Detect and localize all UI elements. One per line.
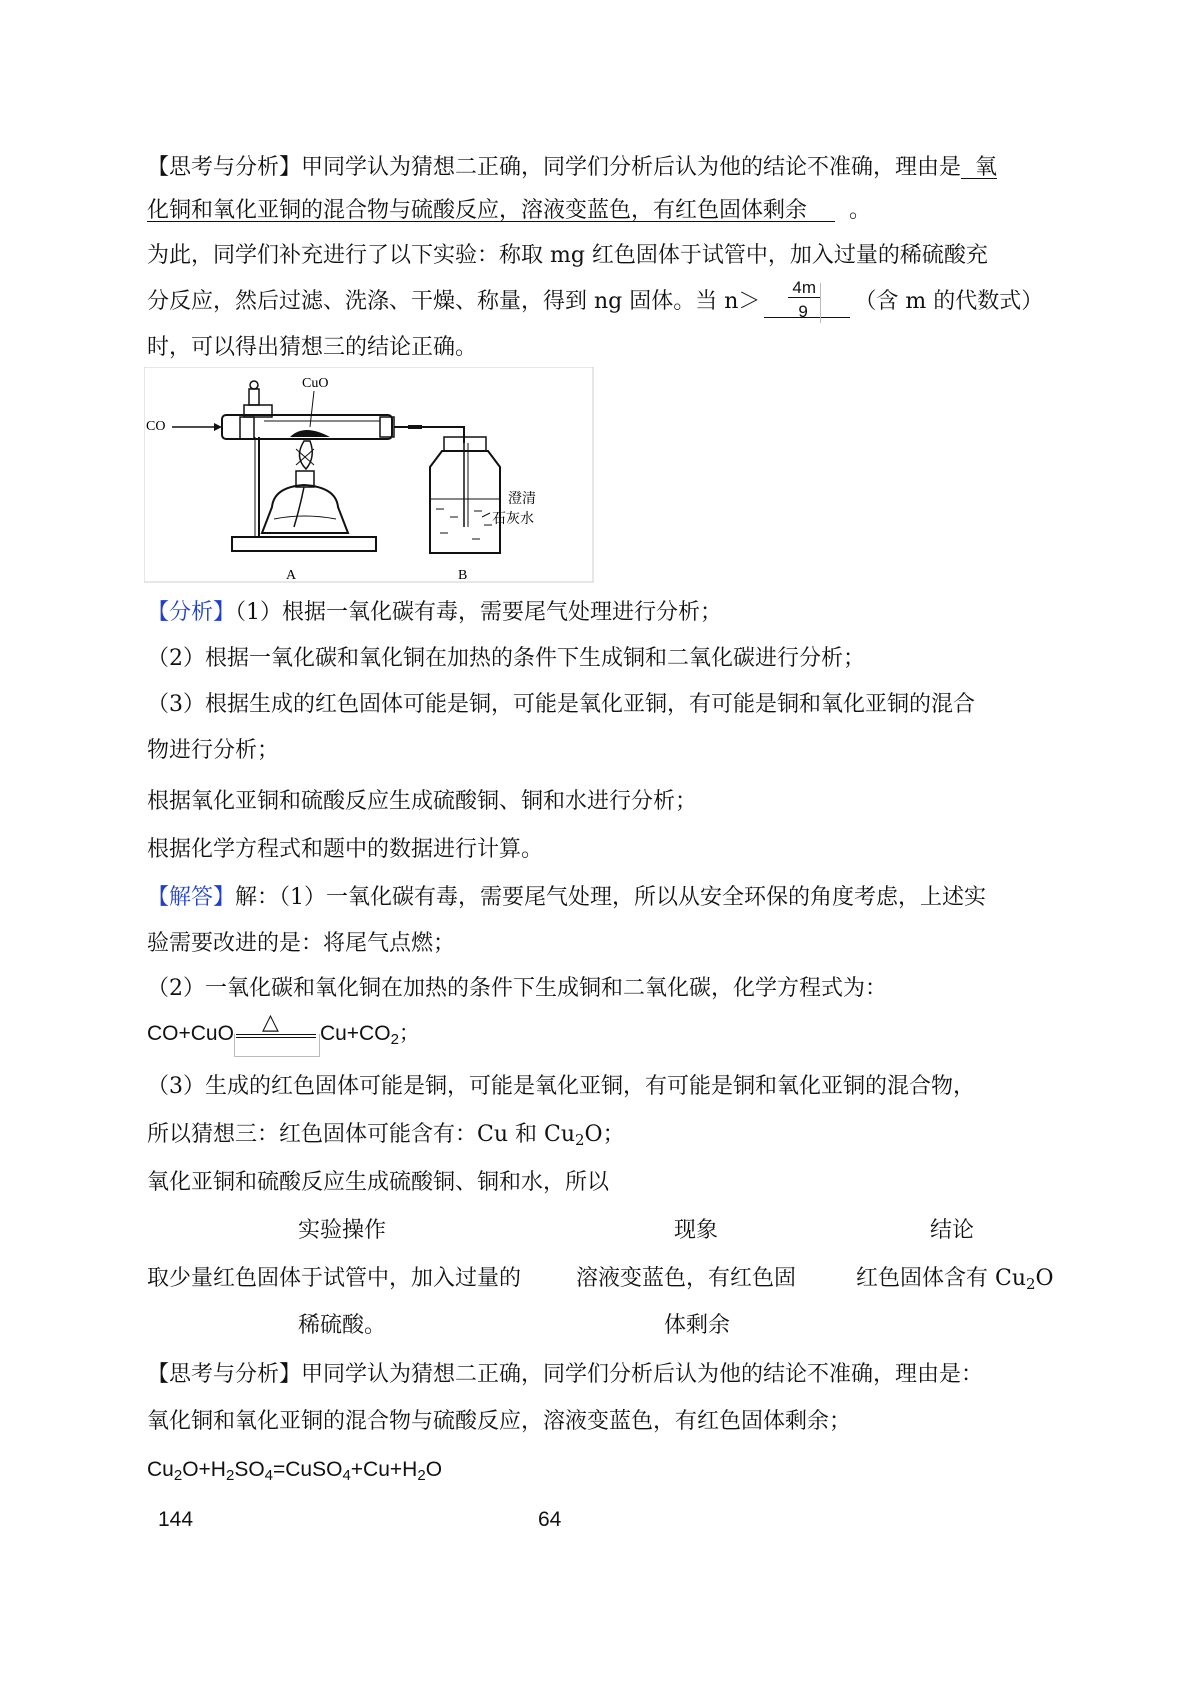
thinking-analysis-line-1 xyxy=(147,153,997,183)
solution-line-4: （3）生成的红色固体可能是铜，可能是氧化亚铜，有可能是铜和氧化亚铜的混合物， xyxy=(147,1074,975,1099)
equation-line xyxy=(147,1009,420,1049)
analysis-tag: 【分析】 xyxy=(147,600,236,625)
solution-line-6: 氧化亚铜和硫酸反应生成硫酸铜、铜和水，所以 xyxy=(147,1170,610,1195)
co-label: CO xyxy=(146,419,166,434)
equation-sign xyxy=(234,1009,320,1049)
apparatus-figure xyxy=(144,367,594,583)
solution-line-3: （2）一氧化碳和氧化铜在加热的条件下生成铜和二氧化碳，化学方程式为： xyxy=(147,976,887,1001)
fraction-denominator: 9 xyxy=(798,302,808,321)
solution-tag: 【解答】 xyxy=(147,885,236,910)
analysis-line-4: 物进行分析； xyxy=(147,738,280,763)
table-operation-line-1: 取少量红色固体于试管中，加入过量的 xyxy=(147,1266,522,1291)
analysis-line-3: （3）根据生成的红色固体可能是铜，可能是氧化亚铜，有可能是铜和氧化亚铜的混合 xyxy=(147,692,975,717)
thinking-analysis-repeat-1: 【思考与分析】甲同学认为猜想二正确，同学们分析后认为他的结论不准确，理由是： xyxy=(147,1362,984,1387)
mass-cu: 64 xyxy=(538,1508,562,1531)
label-a: A xyxy=(286,568,297,583)
label-b: B xyxy=(458,568,468,583)
fraction-answer xyxy=(764,278,850,321)
equation-left: CO+CuO xyxy=(147,1022,234,1045)
experiment-line-3: 时，可以得出猜想三的结论正确。 xyxy=(147,335,478,360)
solution-line-5 xyxy=(147,1120,625,1150)
table-conclusion: 红色固体含有 $Cu_2O$ xyxy=(856,1266,1054,1293)
table-phenomenon-line-2: 体剩余 xyxy=(664,1313,731,1338)
solution-text-1: 解：（1）一氧化碳有毒，需要尾气处理，所以从安全环保的角度考虑，上述实 xyxy=(235,885,987,910)
mass-cu2o: 144 xyxy=(158,1508,194,1531)
equation-subscript: 2 xyxy=(390,1031,399,1048)
experiment-line-2-note: （含 m 的代数式） xyxy=(854,289,1044,314)
table-phenomenon-line-1: 溶液变蓝色，有红色固 xyxy=(576,1266,797,1291)
analysis-line-6: 根据化学方程式和题中的数据进行计算。 xyxy=(147,837,544,862)
heat-triangle: △ xyxy=(261,1009,279,1034)
experiment-line-2 xyxy=(147,278,1044,321)
experiment-line-2-text: 分反应，然后过滤、洗涤、干燥、称量，得到 ng 固体。当 n＞ xyxy=(147,289,761,314)
answer-underline-start: 氧 xyxy=(961,155,998,180)
thinking-analysis-text: 【思考与分析】甲同学认为猜想二正确，同学们分析后认为他的结论不准确，理由是 xyxy=(147,155,962,180)
cuo-label: CuO xyxy=(302,376,329,391)
answer-underline-text: 化铜和氧化亚铜的混合物与硫酸反应，溶液变蓝色，有红色固体剩余 xyxy=(147,198,808,223)
fraction-numerator: 4m xyxy=(792,278,817,297)
thinking-analysis-line-2 xyxy=(147,196,871,226)
solution-line-5-end: O； xyxy=(584,1122,625,1147)
solution-line-1 xyxy=(147,883,986,913)
thinking-analysis-repeat-2: 氧化铜和氧化亚铜的混合物与硫酸反应，溶液变蓝色，有红色固体剩余； xyxy=(147,1409,852,1434)
reaction-equation: $Cu_2O+H_2SO_4=CuSO_4+Cu+H_2O$ xyxy=(147,1458,443,1484)
limewater-label-1: 澄清 xyxy=(508,492,536,507)
solution-line-2: 验需要改进的是：将尾气点燃； xyxy=(147,931,456,956)
table-header-conclusion: 结论 xyxy=(930,1218,975,1243)
analysis-line-1 xyxy=(147,598,722,628)
analysis-line-2: （2）根据一氧化碳和氧化铜在加热的条件下生成铜和二氧化碳进行分析； xyxy=(147,646,865,671)
analysis-line-5: 根据氧化亚铜和硫酸反应生成硫酸铜、铜和水进行分析； xyxy=(147,789,698,814)
answer-period: 。 xyxy=(849,198,872,223)
experiment-line-1: 为此，同学们补充进行了以下实验：称取 mg 红色固体于试管中，加入过量的稀硫酸充 xyxy=(147,243,988,268)
limewater-label-2: 石灰水 xyxy=(492,512,534,527)
equation-end: ； xyxy=(398,1022,420,1045)
table-header-operation: 实验操作 xyxy=(298,1218,387,1243)
cu2o-subscript: 2 xyxy=(575,1131,585,1149)
table-header-phenomenon: 现象 xyxy=(674,1218,719,1243)
equation-right: Cu+CO xyxy=(319,1022,391,1045)
solution-line-5-text: 所以猜想三：红色固体可能含有：Cu 和 Cu xyxy=(147,1122,575,1147)
table-operation-line-2: 稀硫酸。 xyxy=(298,1313,387,1338)
analysis-text-1: （1）根据一氧化碳有毒，需要尾气处理进行分析； xyxy=(235,600,723,625)
